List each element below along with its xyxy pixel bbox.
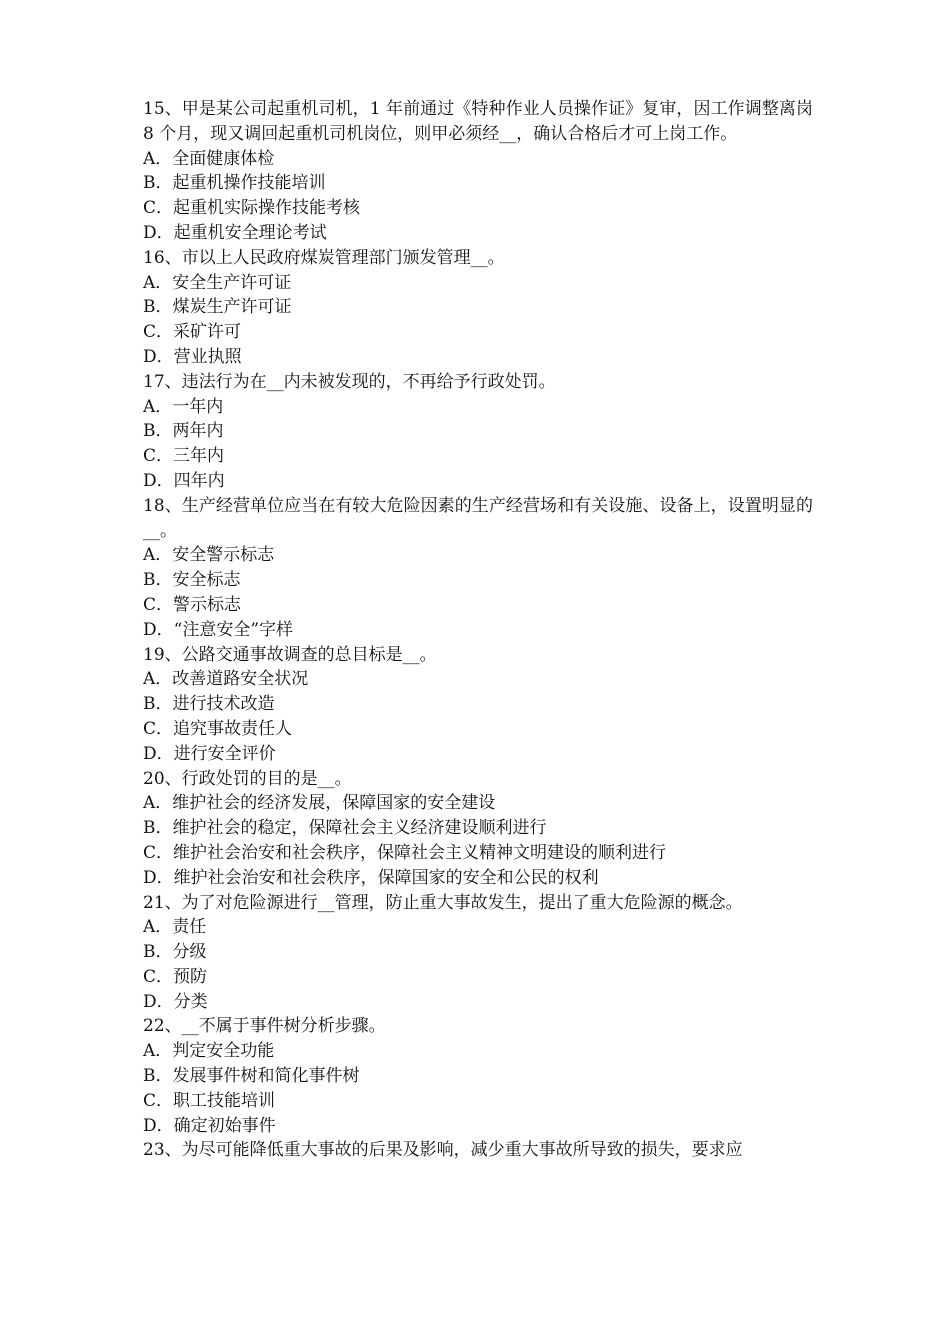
option-b: B．进行技术改造 bbox=[143, 694, 275, 715]
option-d: D．营业执照 bbox=[143, 346, 242, 367]
document-page bbox=[143, 97, 813, 1163]
option-c: C．职工技能培训 bbox=[143, 1090, 276, 1111]
option-c: C．采矿许可 bbox=[143, 322, 242, 343]
option-a: A．责任 bbox=[143, 917, 207, 938]
option-d: D．确定初始事件 bbox=[143, 1115, 276, 1136]
option-a: A．安全生产许可证 bbox=[143, 272, 292, 293]
question-stem: 18、生产经营单位应当在有较大危险因素的生产经营场和有关设施、设备上，设置明显的__。 bbox=[143, 495, 813, 541]
option-b: B．起重机操作技能培训 bbox=[143, 173, 326, 194]
question-stem: 20、行政处罚的目的是__。 bbox=[143, 768, 352, 789]
question-stem: 22、__不属于事件树分析步骤。 bbox=[143, 1016, 386, 1037]
option-c: C．追究事故责任人 bbox=[143, 718, 293, 739]
option-d: D．四年内 bbox=[143, 470, 225, 491]
option-b: B．发展事件树和简化事件树 bbox=[143, 1066, 360, 1087]
question-22 bbox=[143, 1014, 813, 1138]
question-17 bbox=[143, 370, 813, 494]
option-d: D．起重机安全理论考试 bbox=[143, 222, 327, 243]
question-15 bbox=[143, 97, 813, 246]
question-16 bbox=[143, 246, 813, 370]
question-stem: 16、市以上人民政府煤炭管理部门颁发管理__。 bbox=[143, 247, 505, 268]
option-d: D．维护社会治安和社会秩序，保障国家的安全和公民的权利 bbox=[143, 867, 599, 888]
question-stem: 15、甲是某公司起重机司机，1 年前通过《特种作业人员操作证》复审，因工作调整离岗 8 个月，现又调回起重机司机岗位，则甲必须经__，确认合格后才可上岗工作。 bbox=[143, 99, 813, 144]
option-a: A．安全警示标志 bbox=[143, 545, 275, 566]
option-c: C．起重机实际操作技能考核 bbox=[143, 198, 361, 219]
question-21 bbox=[143, 891, 813, 1015]
option-a: A．全面健康体检 bbox=[143, 148, 275, 169]
option-b: B．煤炭生产许可证 bbox=[143, 297, 292, 318]
option-a: A．改善道路安全状况 bbox=[143, 669, 309, 690]
question-stem: 21、为了对危险源进行__管理，防止重大事故发生，提出了重大危险源的概念。 bbox=[143, 892, 743, 913]
option-a: A．维护社会的经济发展，保障国家的安全建设 bbox=[143, 793, 496, 814]
option-a: A．一年内 bbox=[143, 396, 224, 417]
option-c: C．警示标志 bbox=[143, 594, 242, 615]
question-23 bbox=[143, 1138, 813, 1163]
question-18 bbox=[143, 494, 813, 643]
option-c: C．三年内 bbox=[143, 446, 225, 467]
option-b: B．分级 bbox=[143, 942, 207, 963]
option-c: C．预防 bbox=[143, 966, 208, 987]
option-b: B．安全标志 bbox=[143, 570, 241, 591]
question-stem: 17、违法行为在__内未被发现的，不再给予行政处罚。 bbox=[143, 371, 556, 392]
question-20 bbox=[143, 767, 813, 891]
option-d: D．“注意安全”字样 bbox=[143, 619, 294, 640]
option-d: D．进行安全评价 bbox=[143, 743, 276, 764]
option-a: A．判定安全功能 bbox=[143, 1041, 275, 1062]
option-b: B．维护社会的稳定，保障社会主义经济建设顺利进行 bbox=[143, 818, 547, 839]
option-b: B．两年内 bbox=[143, 421, 224, 442]
question-stem: 19、公路交通事故调查的总目标是__。 bbox=[143, 644, 437, 665]
question-stem: 23、为尽可能降低重大事故的后果及影响，减少重大事故所导致的损失，要求应 bbox=[143, 1140, 743, 1161]
question-19 bbox=[143, 643, 813, 767]
option-c: C．维护社会治安和社会秩序，保障社会主义精神文明建设的顺利进行 bbox=[143, 842, 667, 863]
option-d: D．分类 bbox=[143, 991, 208, 1012]
